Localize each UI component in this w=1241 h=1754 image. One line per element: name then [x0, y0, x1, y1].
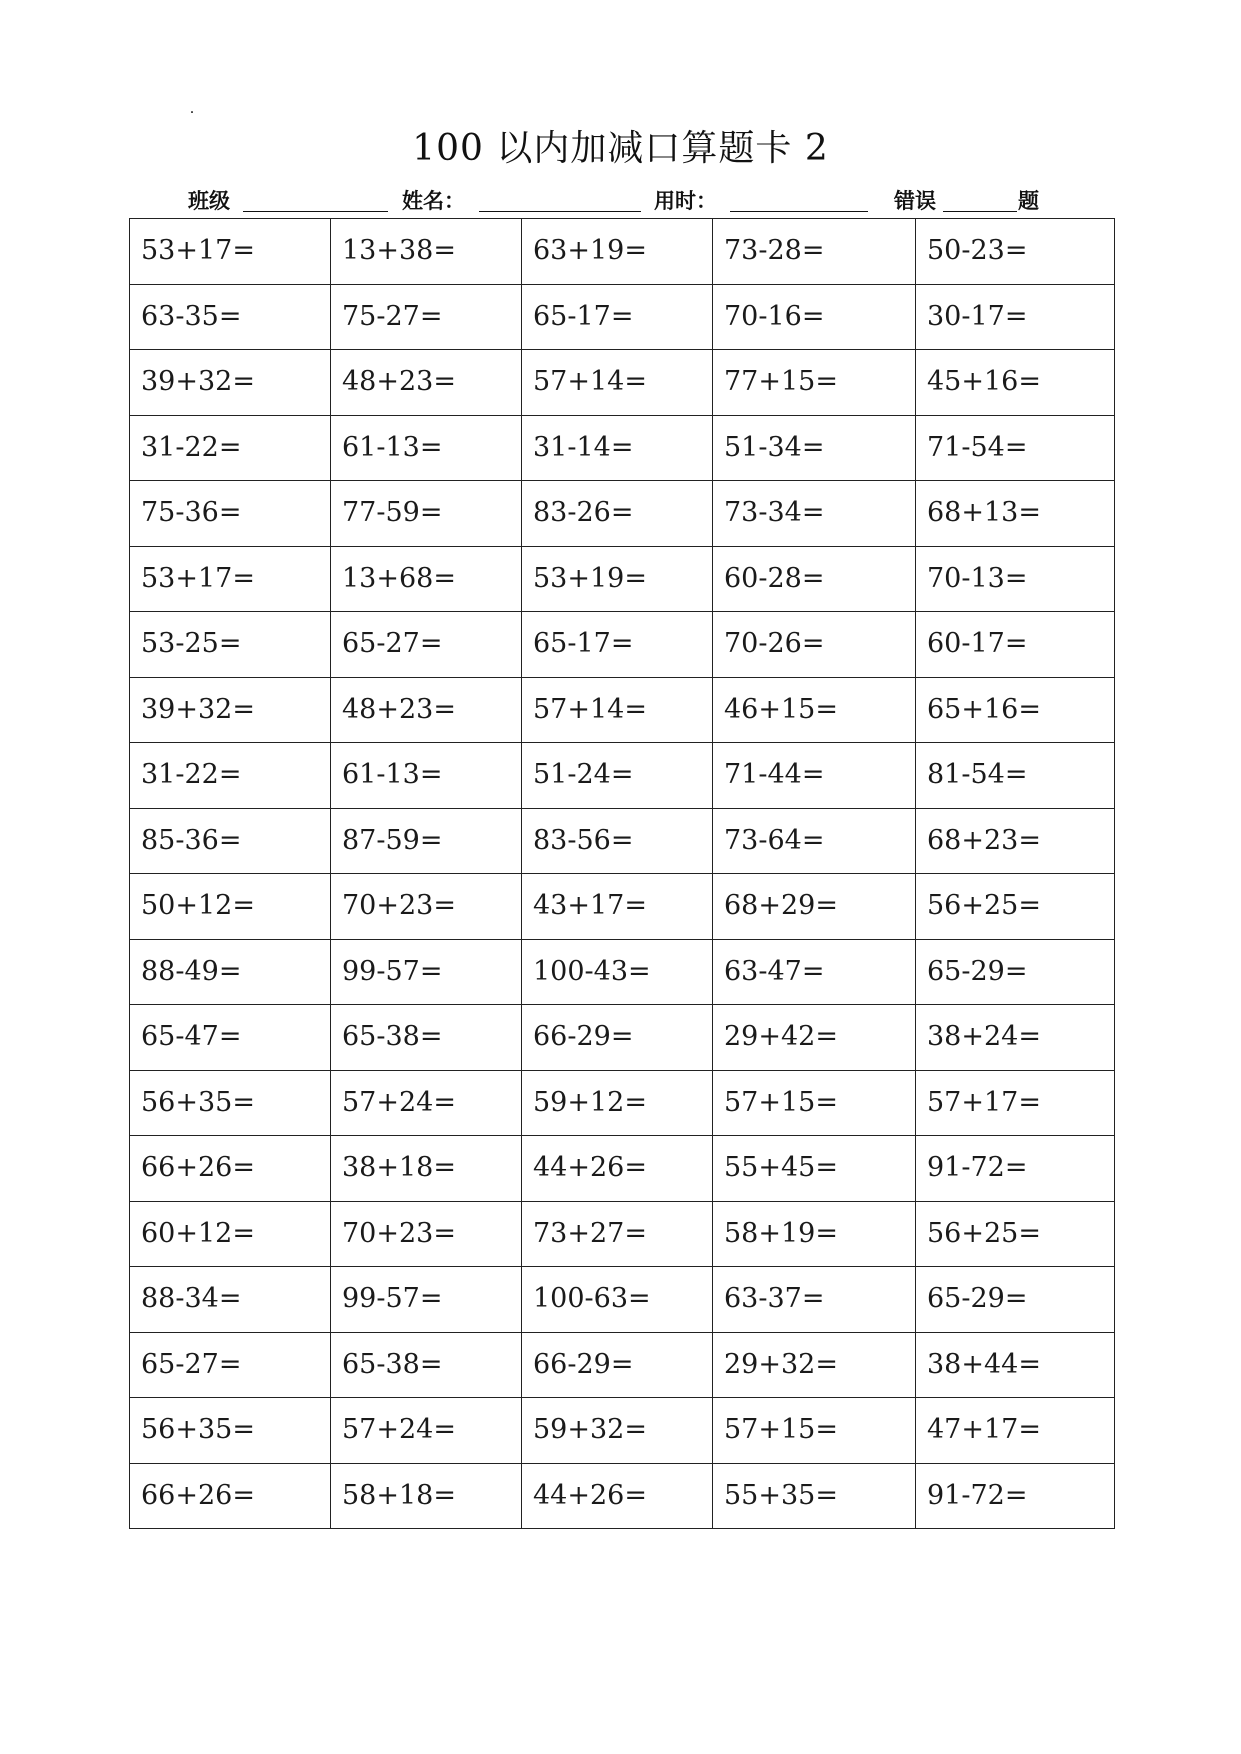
problem-cell: 57+17=	[916, 1070, 1115, 1136]
problem-cell: 61-13=	[331, 743, 522, 809]
problem-cell: 73-34=	[713, 481, 916, 547]
problem-cell: 56+35=	[130, 1070, 331, 1136]
problem-row	[130, 743, 1115, 809]
problem-row	[130, 677, 1115, 743]
problem-cell: 46+15=	[713, 677, 916, 743]
problem-cell: 75-36=	[130, 481, 331, 547]
problem-cell: 48+23=	[331, 350, 522, 416]
problem-cell: 31-22=	[130, 415, 331, 481]
problem-cell: 91-72=	[916, 1463, 1115, 1529]
problem-cell: 70-26=	[713, 612, 916, 678]
problem-cell: 39+32=	[130, 350, 331, 416]
problem-cell: 73-64=	[713, 808, 916, 874]
problem-row	[130, 612, 1115, 678]
problem-cell: 71-54=	[916, 415, 1115, 481]
problem-cell: 85-36=	[130, 808, 331, 874]
problem-cell: 53+19=	[522, 546, 713, 612]
problem-cell: 68+29=	[713, 874, 916, 940]
problem-table-body	[130, 219, 1115, 1529]
problem-cell: 70+23=	[331, 874, 522, 940]
problem-cell: 70-16=	[713, 284, 916, 350]
problem-cell: 57+14=	[522, 350, 713, 416]
errors-suffix: 题	[1018, 189, 1039, 213]
problem-cell: 73+27=	[522, 1201, 713, 1267]
problem-cell: 13+38=	[331, 219, 522, 285]
student-info-row	[188, 187, 1068, 215]
problem-cell: 30-17=	[916, 284, 1115, 350]
problem-cell: 57+24=	[331, 1070, 522, 1136]
problem-row	[130, 1332, 1115, 1398]
problem-cell: 70-13=	[916, 546, 1115, 612]
problem-cell: 38+24=	[916, 1005, 1115, 1071]
problem-cell: 60-28=	[713, 546, 916, 612]
arithmetic-problem-table	[129, 218, 1115, 1529]
errors-blank	[943, 211, 1017, 212]
problem-cell: 65-29=	[916, 939, 1115, 1005]
problem-cell: 100-63=	[522, 1267, 713, 1333]
problem-cell: 77-59=	[331, 481, 522, 547]
problem-cell: 99-57=	[331, 939, 522, 1005]
problem-cell: 58+19=	[713, 1201, 916, 1267]
problem-row	[130, 1136, 1115, 1202]
problem-cell: 65-27=	[130, 1332, 331, 1398]
problem-cell: 73-28=	[713, 219, 916, 285]
problem-row	[130, 1267, 1115, 1333]
problem-cell: 53+17=	[130, 546, 331, 612]
problem-cell: 51-24=	[522, 743, 713, 809]
problem-cell: 77+15=	[713, 350, 916, 416]
problem-cell: 99-57=	[331, 1267, 522, 1333]
name-label: 姓名：	[402, 189, 465, 213]
problem-cell: 68+23=	[916, 808, 1115, 874]
problem-cell: 60+12=	[130, 1201, 331, 1267]
problem-cell: 83-26=	[522, 481, 713, 547]
class-label: 班级	[188, 189, 230, 213]
problem-cell: 29+42=	[713, 1005, 916, 1071]
problem-cell: 59+12=	[522, 1070, 713, 1136]
problem-cell: 75-27=	[331, 284, 522, 350]
problem-row	[130, 546, 1115, 612]
problem-cell: 71-44=	[713, 743, 916, 809]
problem-row	[130, 1398, 1115, 1464]
problem-cell: 50-23=	[916, 219, 1115, 285]
problem-row	[130, 1005, 1115, 1071]
problem-cell: 53+17=	[130, 219, 331, 285]
problem-row	[130, 219, 1115, 285]
problem-cell: 66+26=	[130, 1463, 331, 1529]
problem-cell: 44+26=	[522, 1463, 713, 1529]
problem-cell: 39+32=	[130, 677, 331, 743]
problem-cell: 43+17=	[522, 874, 713, 940]
problem-cell: 56+25=	[916, 874, 1115, 940]
problem-cell: 38+18=	[331, 1136, 522, 1202]
problem-row	[130, 808, 1115, 874]
stray-dot: .	[190, 100, 194, 117]
problem-cell: 63+19=	[522, 219, 713, 285]
problem-cell: 63-37=	[713, 1267, 916, 1333]
problem-cell: 88-34=	[130, 1267, 331, 1333]
problem-cell: 55+35=	[713, 1463, 916, 1529]
problem-cell: 31-14=	[522, 415, 713, 481]
problem-cell: 57+14=	[522, 677, 713, 743]
problem-cell: 68+13=	[916, 481, 1115, 547]
problem-cell: 57+15=	[713, 1070, 916, 1136]
problem-cell: 65-38=	[331, 1332, 522, 1398]
problem-cell: 50+12=	[130, 874, 331, 940]
problem-cell: 56+25=	[916, 1201, 1115, 1267]
time-blank	[730, 211, 868, 212]
problem-cell: 31-22=	[130, 743, 331, 809]
problem-cell: 58+18=	[331, 1463, 522, 1529]
problem-cell: 63-47=	[713, 939, 916, 1005]
problem-cell: 66+26=	[130, 1136, 331, 1202]
problem-row	[130, 939, 1115, 1005]
problem-cell: 44+26=	[522, 1136, 713, 1202]
problem-cell: 65-17=	[522, 612, 713, 678]
problem-cell: 59+32=	[522, 1398, 713, 1464]
problem-cell: 66-29=	[522, 1332, 713, 1398]
problem-row	[130, 1463, 1115, 1529]
problem-cell: 57+24=	[331, 1398, 522, 1464]
problem-cell: 51-34=	[713, 415, 916, 481]
problem-row	[130, 1201, 1115, 1267]
problem-row	[130, 415, 1115, 481]
problem-cell: 87-59=	[331, 808, 522, 874]
problem-cell: 65-17=	[522, 284, 713, 350]
problem-cell: 65-29=	[916, 1267, 1115, 1333]
problem-cell: 47+17=	[916, 1398, 1115, 1464]
problem-cell: 65+16=	[916, 677, 1115, 743]
problem-cell: 45+16=	[916, 350, 1115, 416]
problem-cell: 70+23=	[331, 1201, 522, 1267]
problem-row	[130, 1070, 1115, 1136]
problem-cell: 13+68=	[331, 546, 522, 612]
problem-cell: 81-54=	[916, 743, 1115, 809]
problem-cell: 66-29=	[522, 1005, 713, 1071]
problem-cell: 88-49=	[130, 939, 331, 1005]
problem-cell: 48+23=	[331, 677, 522, 743]
class-blank	[243, 211, 388, 212]
name-blank	[479, 211, 641, 212]
problem-cell: 29+32=	[713, 1332, 916, 1398]
problem-cell: 83-56=	[522, 808, 713, 874]
problem-row	[130, 874, 1115, 940]
problem-cell: 91-72=	[916, 1136, 1115, 1202]
problem-cell: 61-13=	[331, 415, 522, 481]
problem-cell: 63-35=	[130, 284, 331, 350]
errors-label: 错误	[894, 189, 936, 213]
problem-cell: 38+44=	[916, 1332, 1115, 1398]
problem-cell: 65-47=	[130, 1005, 331, 1071]
problem-row	[130, 350, 1115, 416]
problem-row	[130, 284, 1115, 350]
problem-cell: 57+15=	[713, 1398, 916, 1464]
problem-cell: 55+45=	[713, 1136, 916, 1202]
problem-cell: 53-25=	[130, 612, 331, 678]
problem-cell: 65-38=	[331, 1005, 522, 1071]
problem-row	[130, 481, 1115, 547]
problem-cell: 60-17=	[916, 612, 1115, 678]
problem-cell: 100-43=	[522, 939, 713, 1005]
problem-cell: 65-27=	[331, 612, 522, 678]
page-title: 100 以内加减口算题卡 2	[412, 128, 829, 169]
problem-cell: 56+35=	[130, 1398, 331, 1464]
time-label: 用时：	[654, 189, 717, 213]
